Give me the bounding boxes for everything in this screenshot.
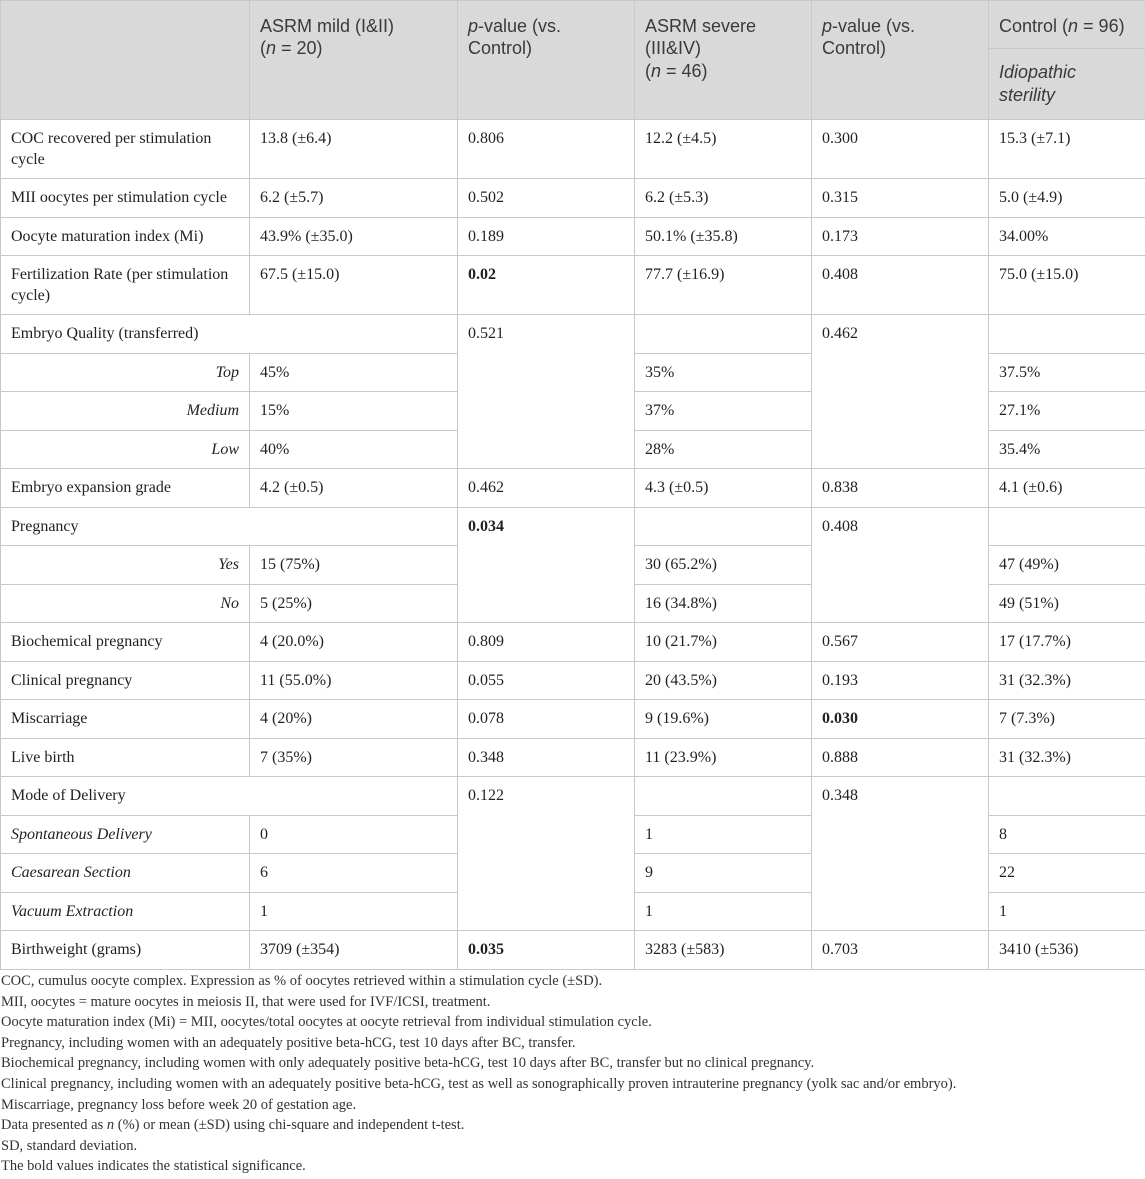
table-row-mii [1, 179, 1145, 218]
cell-p-value-mild: 0.462 [458, 469, 635, 508]
row-label: Embryo Quality (transferred) [1, 315, 458, 354]
sub-row-label: Low [1, 430, 250, 469]
cell-asrm-severe: 9 (19.6%) [635, 700, 812, 739]
cell-control: 49 (51%) [989, 584, 1145, 623]
cell-control: 75.0 (±15.0) [989, 256, 1145, 315]
cell-control: 22 [989, 854, 1145, 893]
cell-p-value-severe: 0.173 [812, 217, 989, 256]
table-row-clinical [1, 661, 1145, 700]
p-value-label: -value (vs. Control) [822, 15, 916, 58]
header-p-value-severe [812, 1, 989, 120]
cell-p-value-severe: 0.408 [812, 507, 989, 623]
sub-row-label: Spontaneous Delivery [1, 815, 250, 854]
cell-asrm-mild: 6.2 (±5.7) [250, 179, 458, 218]
cell-asrm-mild: 6 [250, 854, 458, 893]
cell-control: 8 [989, 815, 1145, 854]
cell-control: 47 (49%) [989, 546, 1145, 585]
cell-asrm-severe: 6.2 (±5.3) [635, 179, 812, 218]
cell-asrm-mild: 67.5 (±15.0) [250, 256, 458, 315]
cell-asrm-mild: 4 (20%) [250, 700, 458, 739]
cell-control-empty [989, 777, 1145, 816]
cell-control-empty [989, 315, 1145, 354]
cell-asrm-severe: 37% [635, 392, 812, 431]
cell-p-value-severe: 0.838 [812, 469, 989, 508]
cell-asrm-severe: 35% [635, 353, 812, 392]
cell-control: 34.00% [989, 217, 1145, 256]
row-label: Live birth [1, 738, 250, 777]
header-asrm-mild [250, 1, 458, 120]
n-open: ( [645, 60, 651, 81]
sub-row-label: Caesarean Section [1, 854, 250, 893]
cell-asrm-mild: 1 [250, 892, 458, 931]
cell-control: 35.4% [989, 430, 1145, 469]
cell-asrm-mild: 0 [250, 815, 458, 854]
cell-asrm-severe: 50.1% (±35.8) [635, 217, 812, 256]
table-row-birthweight [1, 931, 1145, 970]
cell-p-value-mild: 0.806 [458, 120, 635, 179]
row-label: Mode of Delivery [1, 777, 458, 816]
footnote: Miscarriage, pregnancy loss before week 20 of gestation age. [1, 1096, 357, 1113]
table-row-expansion [1, 469, 1145, 508]
header-row [1, 1, 1145, 120]
row-label: Biochemical pregnancy [1, 623, 250, 662]
sub-row-label: Medium [1, 392, 250, 431]
header-label-column [1, 1, 250, 120]
table-row-live-birth [1, 738, 1145, 777]
cell-p-value-mild: 0.034 [458, 507, 635, 623]
cell-asrm-severe: 10 (21.7%) [635, 623, 812, 662]
cell-p-value-mild: 0.809 [458, 623, 635, 662]
header-control [989, 1, 1145, 120]
cell-asrm-mild: 45% [250, 353, 458, 392]
row-label: Miscarriage [1, 700, 250, 739]
cell-control: 3410 (±536) [989, 931, 1145, 970]
cell-p-value-severe: 0.567 [812, 623, 989, 662]
cell-asrm-mild: 3709 (±354) [250, 931, 458, 970]
table-row-fertilization [1, 256, 1145, 315]
footnote [1, 1115, 1141, 1136]
cell-asrm-mild: 11 (55.0%) [250, 661, 458, 700]
cell-p-value-mild: 0.122 [458, 777, 635, 931]
header-asrm-mild-title: ASRM mild (I&II) [260, 15, 395, 36]
control-subtitle: Idiopathic sterility [999, 62, 1077, 105]
cell-control: 27.1% [989, 392, 1145, 431]
row-label: MII oocytes per stimulation cycle [1, 179, 250, 218]
table-footnotes [1, 971, 1141, 1177]
n-symbol: n [266, 38, 277, 58]
cell-control: 17 (17.7%) [989, 623, 1145, 662]
p-symbol: p [822, 15, 833, 36]
header-asrm-mild-n [260, 37, 447, 60]
cell-asrm-severe: 3283 (±583) [635, 931, 812, 970]
cell-asrm-mild: 43.9% (±35.0) [250, 217, 458, 256]
sub-row-label: Yes [1, 546, 250, 585]
cell-control: 7 (7.3%) [989, 700, 1145, 739]
cell-p-value-severe: 0.462 [812, 315, 989, 469]
cell-asrm-mild: 13.8 (±6.4) [250, 120, 458, 179]
cell-asrm-mild: 5 (25%) [250, 584, 458, 623]
table-row-mode-of-delivery [1, 777, 1145, 816]
header-asrm-severe-n [645, 60, 801, 83]
cell-asrm-mild: 40% [250, 430, 458, 469]
cell-asrm-severe: 1 [635, 892, 812, 931]
cell-p-value-mild: 0.078 [458, 700, 635, 739]
sub-row-label: Top [1, 353, 250, 392]
cell-asrm-severe-empty [635, 777, 812, 816]
table-row-coc [1, 120, 1145, 179]
cell-asrm-severe-empty [635, 315, 812, 354]
header-control-title [989, 1, 1145, 49]
cell-asrm-severe: 12.2 (±4.5) [635, 120, 812, 179]
cell-asrm-severe: 20 (43.5%) [635, 661, 812, 700]
cell-p-value-mild: 0.02 [458, 256, 635, 315]
n-symbol: n [1068, 15, 1079, 36]
table-row-embryo-quality [1, 315, 1145, 354]
footnote-text: (%) or mean (±SD) using chi-square and independent t-test. [114, 1117, 465, 1134]
cell-control: 37.5% [989, 353, 1145, 392]
cell-p-value-mild: 0.189 [458, 217, 635, 256]
table-row-miscarriage [1, 700, 1145, 739]
cell-asrm-mild: 15 (75%) [250, 546, 458, 585]
row-label: Pregnancy [1, 507, 458, 546]
n-symbol: n [651, 60, 662, 81]
cell-asrm-severe: 4.3 (±0.5) [635, 469, 812, 508]
cell-p-value-severe: 0.703 [812, 931, 989, 970]
cell-control: 5.0 (±4.9) [989, 179, 1145, 218]
cell-p-value-severe: 0.888 [812, 738, 989, 777]
table-row-biochemical [1, 623, 1145, 662]
cell-p-value-mild: 0.055 [458, 661, 635, 700]
cell-p-value-severe: 0.193 [812, 661, 989, 700]
footnote: Clinical pregnancy, including women with an adequately positive beta-hCG, test as well as sonographically proven intrauterine pregnancy (yolk sac and/or embryo). [1, 1075, 957, 1092]
row-label: Oocyte maturation index (Mi) [1, 217, 250, 256]
cell-control: 1 [989, 892, 1145, 931]
row-label: Embryo expansion grade [1, 469, 250, 508]
cell-asrm-severe: 16 (34.8%) [635, 584, 812, 623]
cell-asrm-severe-empty [635, 507, 812, 546]
footnote-text: Data presented as [1, 1117, 107, 1134]
n-value: = 46) [661, 60, 708, 81]
cell-p-value-severe: 0.315 [812, 179, 989, 218]
cell-p-value-mild: 0.502 [458, 179, 635, 218]
control-label: Control ( [999, 15, 1069, 36]
sub-row-label: No [1, 584, 250, 623]
cell-asrm-severe: 28% [635, 430, 812, 469]
cell-p-value-severe: 0.300 [812, 120, 989, 179]
n-open: ( [260, 38, 266, 58]
cell-asrm-severe: 11 (23.9%) [635, 738, 812, 777]
p-symbol: p [468, 15, 479, 36]
n-symbol: n [106, 1117, 115, 1134]
cell-asrm-mild: 7 (35%) [250, 738, 458, 777]
header-control-subtitle [989, 49, 1145, 106]
cell-control: 31 (32.3%) [989, 661, 1145, 700]
cell-p-value-mild: 0.348 [458, 738, 635, 777]
cell-p-value-mild: 0.035 [458, 931, 635, 970]
row-label: Fertilization Rate (per stimulation cycle) [1, 256, 250, 315]
cell-asrm-severe: 30 (65.2%) [635, 546, 812, 585]
p-value-label: -value (vs. Control) [468, 15, 562, 58]
n-value: = 96) [1078, 15, 1125, 36]
cell-p-value-mild: 0.521 [458, 315, 635, 469]
row-label: Birthweight (grams) [1, 931, 250, 970]
footnote: Pregnancy, including women with an adequately positive beta-hCG, test 10 days after BC, transfer. [1, 1034, 576, 1051]
cell-control-empty [989, 507, 1145, 546]
footnote: Biochemical pregnancy, including women with only adequately positive beta-hCG, test 10 days after BC, transfer but no clinical pregnancy. [1, 1055, 815, 1072]
header-p-value-mild [458, 1, 635, 120]
cell-asrm-severe: 77.7 (±16.9) [635, 256, 812, 315]
footnote: COC, cumulus oocyte complex. Expression as % of oocytes retrieved within a stimulation cycle (±SD). [1, 973, 603, 989]
footnote: SD, standard deviation. [1, 1137, 138, 1154]
cell-p-value-severe: 0.348 [812, 777, 989, 931]
cell-asrm-mild: 15% [250, 392, 458, 431]
cell-control: 4.1 (±0.6) [989, 469, 1145, 508]
footnote: The bold values indicates the statistical significance. [1, 1158, 306, 1175]
sub-row-label: Vacuum Extraction [1, 892, 250, 931]
cell-control: 31 (32.3%) [989, 738, 1145, 777]
footnote: MII, oocytes = mature oocytes in meiosis II, that were used for IVF/ICSI, treatment. [1, 993, 491, 1010]
row-label: Clinical pregnancy [1, 661, 250, 700]
n-value: = 20) [276, 38, 323, 58]
table-row-maturation [1, 217, 1145, 256]
table-row-pregnancy [1, 507, 1145, 546]
cell-asrm-severe: 9 [635, 854, 812, 893]
cell-p-value-severe: 0.408 [812, 256, 989, 315]
header-asrm-severe [635, 1, 812, 120]
row-label: COC recovered per stimulation cycle [1, 120, 250, 179]
cell-asrm-mild: 4 (20.0%) [250, 623, 458, 662]
header-asrm-severe-title: ASRM severe (III&IV) [645, 15, 757, 58]
cell-asrm-severe: 1 [635, 815, 812, 854]
cell-control: 15.3 (±7.1) [989, 120, 1145, 179]
cell-p-value-severe: 0.030 [812, 700, 989, 739]
cell-asrm-mild: 4.2 (±0.5) [250, 469, 458, 508]
footnote: Oocyte maturation index (Mi) = MII, oocytes/total oocytes at oocyte retrieval from individual stimulation cycle. [1, 1014, 652, 1031]
